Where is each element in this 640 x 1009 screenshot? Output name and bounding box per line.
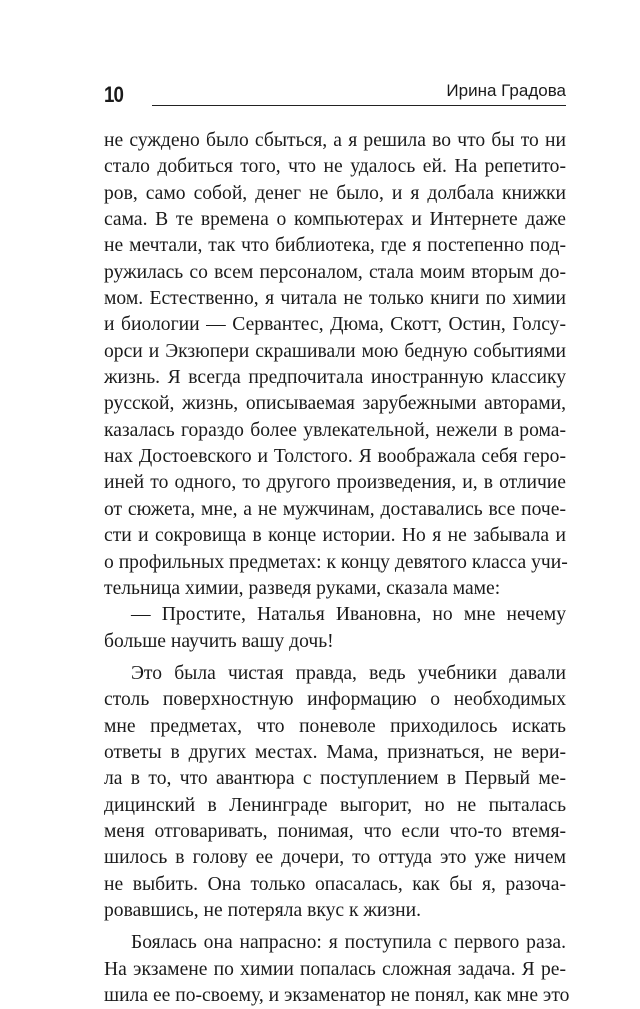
- text-line: русской, жизнь, описываемая зарубежными авторами,: [104, 393, 566, 415]
- text-line: от сюжета, мне, а не мужчинам, доставались все поче-: [104, 498, 566, 520]
- paragraph: [104, 128, 566, 602]
- text-line: сама. В те времена о компьютерах и Интернете даже: [104, 209, 566, 231]
- text-line: тельница химии, разведя руками, сказала маме:: [104, 577, 501, 599]
- text-line: о профильных предметах: к концу девятого класса учи-: [104, 551, 568, 573]
- text-line: иней то одного, то другого произведения, и, в отличие: [104, 472, 566, 494]
- text-line: мне предметах, что поневоле приходилось искать: [104, 715, 566, 737]
- text-line: жизнь. Я всегда предпочитала иностранную классику: [104, 367, 566, 389]
- page-header: [104, 80, 566, 114]
- text-line: меня отговаривать, понимая, что если что-то втемя-: [104, 820, 566, 842]
- page-number: 10: [104, 82, 124, 107]
- text-line: Боялась она напрасно: я поступила с первого раза.: [131, 932, 566, 954]
- paragraph: [104, 661, 566, 924]
- text-line: не выбить. Она только опасалась, как бы я, разоча-: [104, 873, 566, 895]
- running-head-author: Ирина Градова: [446, 81, 566, 100]
- text-line: мом. Естественно, я читала не только книги по химии: [104, 288, 566, 310]
- text-line: ла в то, что авантюра с поступлением в Первый ме-: [104, 768, 566, 790]
- text-line: не мечтали, так что библиотека, где я постепенно под-: [104, 235, 566, 257]
- text-line: ответы в других местах. Мама, признаться, не вери-: [104, 741, 566, 763]
- text-line: сти и сокровища в конце истории. Но я не забывала и: [104, 525, 566, 547]
- header-rule: [152, 105, 566, 106]
- text-line: казалась гораздо более увлекательной, нежели в рома-: [104, 419, 566, 441]
- text-line: ров, само собой, денег не было, и я долбала книжки: [104, 182, 566, 204]
- text-line: не суждено было сбыться, а я решила во что бы то ни: [104, 130, 566, 151]
- dialogue-paragraph: [104, 602, 566, 655]
- text-line: нах Достоевского и Толстого. Я воображала себя геро-: [104, 446, 566, 468]
- body-text: [104, 128, 570, 1009]
- text-line: и биологии — Сервантес, Дюма, Скотт, Остин, Голсу-: [104, 314, 566, 336]
- text-line: больше научить вашу дочь!: [104, 630, 334, 652]
- text-line: шила ее по-своему, и экзаменатор не понял, как мне это: [104, 985, 570, 1006]
- text-line: столь поверхностную информацию о необходимых: [104, 689, 566, 711]
- paragraph: [104, 930, 570, 1009]
- text-line: Это была чистая правда, ведь учебники давали: [131, 662, 566, 684]
- text-line: ружилась со всем персоналом, стала моим вторым до-: [104, 261, 566, 283]
- text-line: ровавшись, не потеряла вкус к жизни.: [104, 899, 422, 921]
- text-line: На экзамене по химии попалась сложная задача. Я ре-: [104, 958, 566, 980]
- text-line: орси и Экзюпери скрашивали мою бедную событиями: [104, 340, 566, 362]
- text-line: шилось в голову ее дочери, то оттуда это уже ничем: [104, 847, 566, 869]
- text-line: стало добиться того, что не удалось ей. На репетито-: [104, 156, 566, 178]
- text-line: — Простите, Наталья Ивановна, но мне нечему: [131, 604, 566, 626]
- text-line: дицинский в Ленинграде выгорит, но не пыталась: [104, 794, 566, 816]
